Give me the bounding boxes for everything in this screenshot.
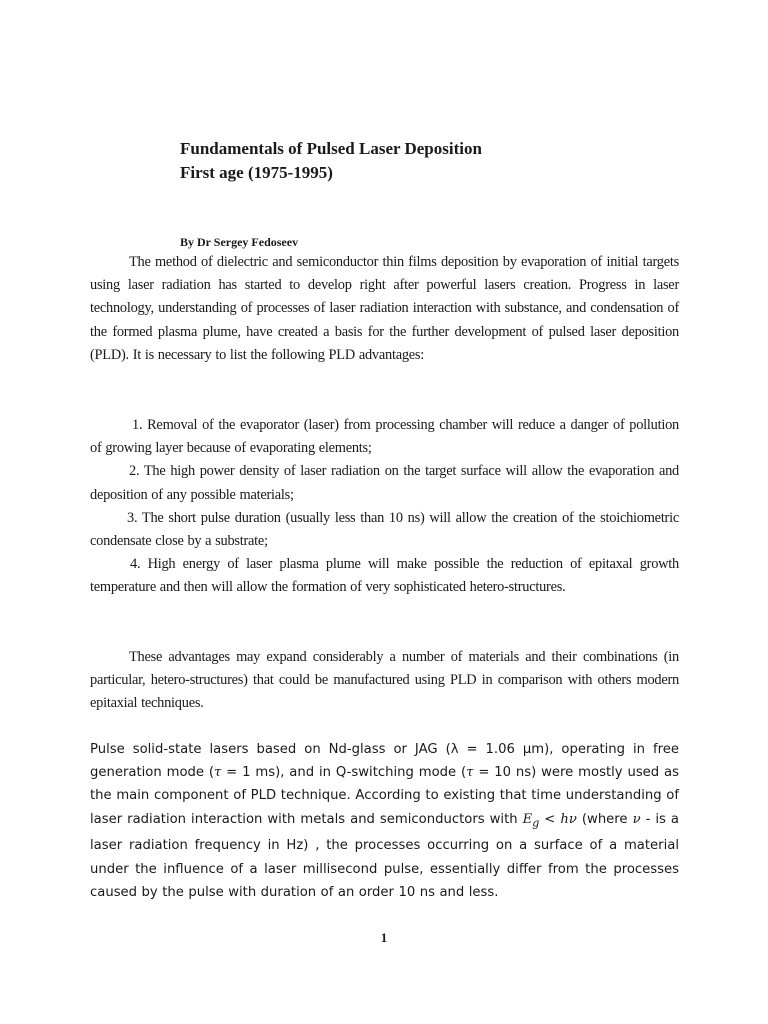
document-title (180, 137, 482, 185)
lasers-text-3: = 10 ns) were mostly used as the main component of PLD technique. According to existing that time understanding of laser radiation interaction with metals and semiconductors with (90, 765, 679, 827)
intro-paragraph: The method of dielectric and semiconductor thin films deposition by evaporation of initial targets using laser radiation has started to develop right after powerful lasers creation. Progress in laser technology, understanding of processes of laser radiation interaction with substance, and condensation of the formed plasma plume, have created a basis for the further development of pulsed laser deposition (PLD). It is necessary to list the following PLD advantages: (90, 254, 679, 363)
tau-symbol: τ (466, 765, 474, 781)
advantages-list (90, 414, 679, 600)
lasers-text-4: < (539, 811, 561, 827)
advantages-summary-paragraph: These advantages may expand considerably a number of materials and their combinations (in particular, hetero-structures) that could be manufactured using PLD in comparison with others modern epitaxial techniques. (90, 649, 679, 712)
energy-gap-letter: E (522, 811, 533, 827)
lasers-text-2: = 1 ms), and in Q-switching mode ( (221, 765, 467, 781)
advantage-item: 3. The short pulse duration (usually less than 10 ns) will allow the creation of the stoichiometric condensate close by a substrate; (90, 509, 679, 550)
page-number: 1 (380, 930, 388, 945)
title-line-main: Fundamentals of Pulsed Laser Deposition (180, 139, 482, 158)
author-byline: By Dr Sergey Fedoseev (180, 235, 299, 249)
advantage-item: 2. The high power density of laser radiation on the target surface will allow the evaporation and deposition of any possible materials; (90, 463, 679, 503)
energy-gap-symbol (522, 811, 540, 830)
photon-energy-symbol: hν (560, 811, 577, 827)
lasers-text-6: - is a laser radiation frequency in Hz) , the processes occurring on a surface of a material under the influence of a laser millisecond pulse, essentially differ from the processes caused by the pulse with duration of an order 10 ns and less. (90, 811, 679, 900)
advantage-item: 4. High energy of laser plasma plume will make possible the reduction of epitaxal growth temperature and then will allow the formation of very sophisticated hetero-structures. (90, 556, 679, 596)
tau-symbol: τ (214, 765, 222, 781)
lasers-text-1: Pulse solid-state lasers based on Nd-glass or JAG (λ = 1.06 μm), operating in free generation mode ( (90, 742, 679, 781)
lasers-text-5: (where (576, 811, 633, 827)
title-line-subtitle: First age (1975-1995) (180, 163, 333, 182)
lasers-paragraph (90, 738, 679, 904)
energy-gap-subscript: g (532, 816, 540, 830)
advantage-item: 1. Removal of the evaporator (laser) from processing chamber will reduce a danger of pollution of growing layer because of evaporating elements; (90, 417, 679, 457)
frequency-symbol: ν (632, 811, 641, 827)
